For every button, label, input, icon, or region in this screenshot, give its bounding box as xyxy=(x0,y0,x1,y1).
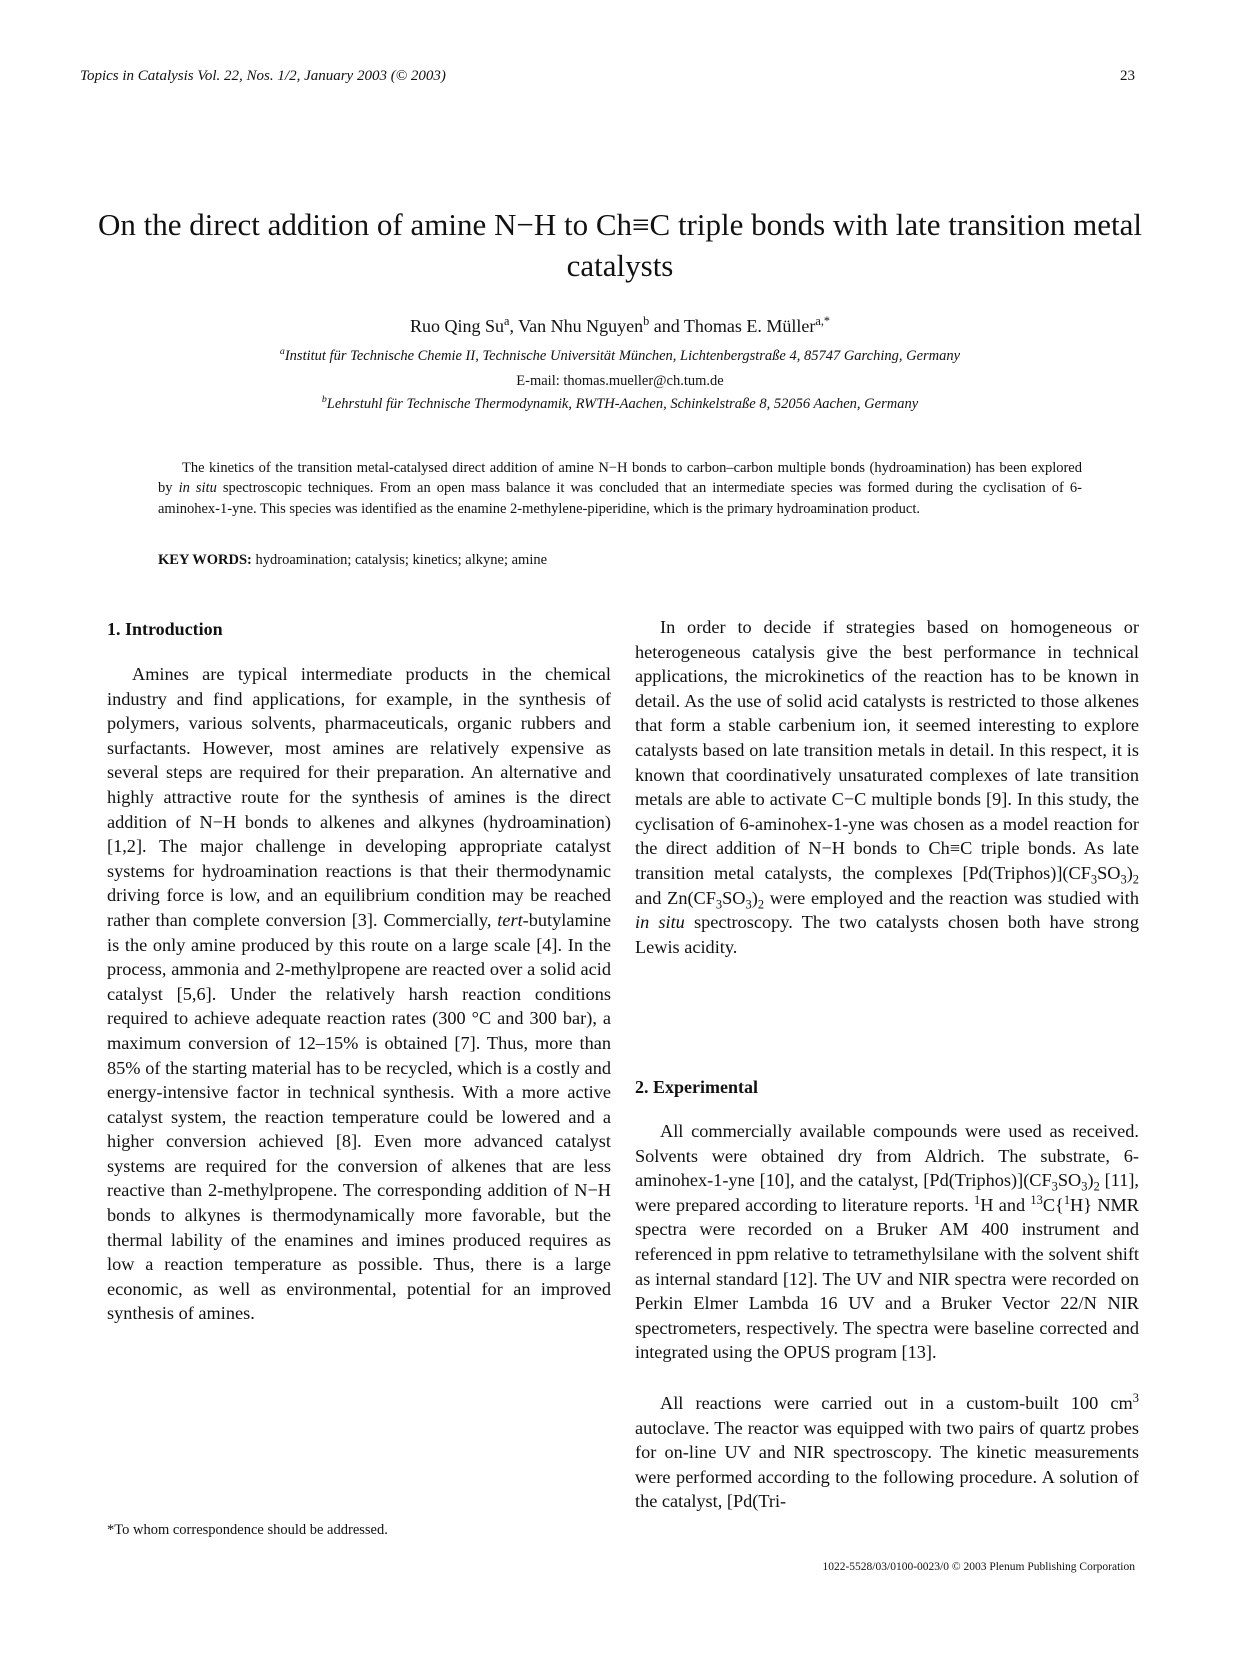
author-list xyxy=(60,316,1180,337)
para-text: -butylamine is the only amine produced by this route on a large scale [4]. In the process, ammonia and 2-methylpropene are reacted over a solid acid catalyst [5,6]. Under the relatively harsh reaction conditions required to achieve adequate reaction rates (300 °C and 300 bar), a maximum conversion of 12–15% is obtained [7]. Thus, more than 85% of the starting material has to be recycled, which is a costly and energy-intensive factor in technical synthesis. With a more active catalyst system, the reaction temperature could be lowered and a higher conversion achieved [8]. Even more advanced catalyst systems are required for the conversion of alkenes that are less reactive than 2-methylpropene. The corresponding addition of N−H bonds to alkynes is thermodynamically more favorable, but the thermal lability of the enamines and imines produced requires as low a reaction temperature as possible. Thus, there is a large economic, as well as environmental, potential for an improved synthesis of amines. xyxy=(107,909,611,1324)
para-italic: tert xyxy=(497,909,523,930)
para-text: C{ xyxy=(1042,1194,1064,1215)
author-email: E-mail: thomas.mueller@ch.tum.de xyxy=(516,373,724,389)
keywords-label: KEY WORDS: xyxy=(158,552,252,568)
subscript: 3 xyxy=(1051,1179,1058,1194)
journal-citation: Topics in Catalysis Vol. 22, Nos. 1/2, January 2003 (© 2003) xyxy=(80,68,446,84)
para-text: [11], were prepared according to literature reports. xyxy=(635,1170,1139,1215)
experimental-paragraph-1 xyxy=(635,1119,1139,1365)
affil-text: Institut für Technische Chemie II, Technische Universität München, Lichtenbergstraße 4, 85747 Garching, Germany xyxy=(284,348,961,364)
para-text: ) xyxy=(751,887,758,908)
subscript: 3 xyxy=(1120,872,1127,887)
affil-label: a xyxy=(279,346,285,358)
footnote: *To whom correspondence should be addressed. xyxy=(107,1522,388,1538)
subscript: 3 xyxy=(1090,872,1098,887)
superscript: 13 xyxy=(1030,1192,1043,1207)
keywords xyxy=(158,552,1082,569)
intro-paragraph-2 xyxy=(635,615,1139,959)
para-text: SO xyxy=(1097,862,1121,883)
para-text: autoclave. The reactor was equipped with two pairs of quartz probes for on-line UV and NIR spectroscopy. The kinetic measurements were performed according to the following procedure. A solution of the catalyst, [Pd(Tri- xyxy=(635,1417,1139,1512)
subscript: 2 xyxy=(757,897,765,912)
para-text: H and xyxy=(980,1194,1031,1215)
para-text: were employed and the reaction was studied with xyxy=(764,887,1139,908)
paper-title: On the direct addition of amine N−H to Ch≡C triple bonds with late transition metal catalysts xyxy=(98,207,1142,283)
affil-label: b xyxy=(321,394,327,406)
author-name: Ruo Qing Su xyxy=(410,316,505,336)
superscript: 1 xyxy=(1063,1192,1071,1207)
author-affil-mark: b xyxy=(643,314,650,328)
section-heading-introduction: 1. Introduction xyxy=(107,619,223,639)
para-text: SO xyxy=(722,887,746,908)
para-text: All reactions were carried out in a custom-built 100 cm xyxy=(660,1393,1133,1413)
experimental-paragraph-2 xyxy=(635,1391,1139,1514)
para-text: spectroscopy. The two catalysts chosen both have strong Lewis acidity. xyxy=(635,912,1139,957)
para-text: and Zn(CF xyxy=(635,887,716,908)
para-text: All commercially available compounds were used as received. Solvents were obtained dry from Aldrich. The substrate, 6-aminohex-1-yne [10], and the catalyst, [Pd(Triphos)](CF xyxy=(635,1121,1139,1191)
subscript: 3 xyxy=(1081,1179,1088,1194)
para-italic: in situ xyxy=(635,912,685,933)
superscript: 3 xyxy=(1132,1390,1139,1405)
affiliation-b xyxy=(60,396,1180,413)
superscript: 1 xyxy=(973,1192,981,1207)
author-name: and Thomas E. Müller xyxy=(649,316,816,336)
abstract xyxy=(158,458,1082,519)
keywords-text: hydroamination; catalysis; kinetics; alkyne; amine xyxy=(251,552,548,568)
author-name: , Van Nhu Nguyen xyxy=(509,316,644,336)
para-text: Amines are typical intermediate products in the chemical industry and find applications, for example, in the synthesis of polymers, various solvents, pharmaceuticals, organic rubbers and surfactants. However, most amines are relatively expensive as several steps are required for their preparation. An alternative and highly attractive route for the synthesis of amines is the direct addition of N−H bonds to alkenes and alkynes (hydroamination) [1,2]. The major challenge in developing appropriate catalyst systems for hydroamination reactions is that their thermodynamic driving force is low, and an equilibrium condition may be reached rather than complete conversion [3]. Commercially, xyxy=(107,664,611,930)
affiliation-a xyxy=(60,348,1180,365)
abstract-text: The kinetics of the transition metal-catalysed direct addition of amine N−H bonds to carbon–carbon multiple bonds (hydroamination) has been explored by xyxy=(158,460,1082,497)
affil-text: Lehrstuhl für Technische Thermodynamik, RWTH-Aachen, Schinkelstraße 8, 52056 Aachen, Germany xyxy=(326,396,919,412)
abstract-text: spectroscopic techniques. From an open mass balance it was concluded that an intermediate species was formed during the cyclisation of 6-aminohex-1-yne. This species was identified as the enamine 2-methylene-piperidine, which is the primary hydroamination product. xyxy=(158,480,1083,517)
para-text: SO xyxy=(1057,1170,1082,1191)
copyright-line: 1022-5528/03/0100-0023/0 © 2003 Plenum Publishing Corporation xyxy=(822,1561,1135,1573)
running-head xyxy=(80,68,1135,85)
para-text: In order to decide if strategies based on homogeneous or heterogeneous catalysis give the best performance in technical applications, the microkinetics of the reaction has to be known in detail. As the use of solid acid catalysts is restricted to those alkenes that form a stable carbenium ion, it seemed interesting to explore catalysts based on late transition metals in detail. In this respect, it is known that coordinatively unsaturated complexes of late transition metals are able to activate C−C multiple bonds [9]. In this study, the cyclisation of 6-aminohex-1-yne was chosen as a model reaction for the direct addition of N−H bonds to Ch≡C triple bonds. As late transition metal catalysts, the complexes [Pd(Triphos)](CF xyxy=(635,617,1139,883)
para-text: ) xyxy=(1087,1170,1094,1191)
section-heading-experimental: 2. Experimental xyxy=(635,1077,758,1097)
subscript: 3 xyxy=(715,897,723,912)
para-text: H} NMR spectra were recorded on a Bruker AM 400 instrument and referenced in ppm relative to tetramethylsilane with the solvent shift as internal standard [12]. The UV and NIR spectra were recorded on Perkin Elmer Lambda 16 UV and a Bruker Vector 22/N NIR spectrometers, respectively. The spectra were baseline corrected and integrated using the OPUS program [13]. xyxy=(635,1194,1139,1363)
page-number: 23 xyxy=(1120,68,1135,84)
subscript: 3 xyxy=(745,897,752,912)
author-affil-mark: a,* xyxy=(815,314,830,328)
abstract-italic: in situ xyxy=(178,480,217,497)
author-affil-mark: a xyxy=(504,314,510,328)
intro-paragraph-1 xyxy=(107,662,611,1326)
subscript: 2 xyxy=(1093,1179,1100,1194)
para-text: ) xyxy=(1126,862,1133,883)
subscript: 2 xyxy=(1132,872,1139,887)
